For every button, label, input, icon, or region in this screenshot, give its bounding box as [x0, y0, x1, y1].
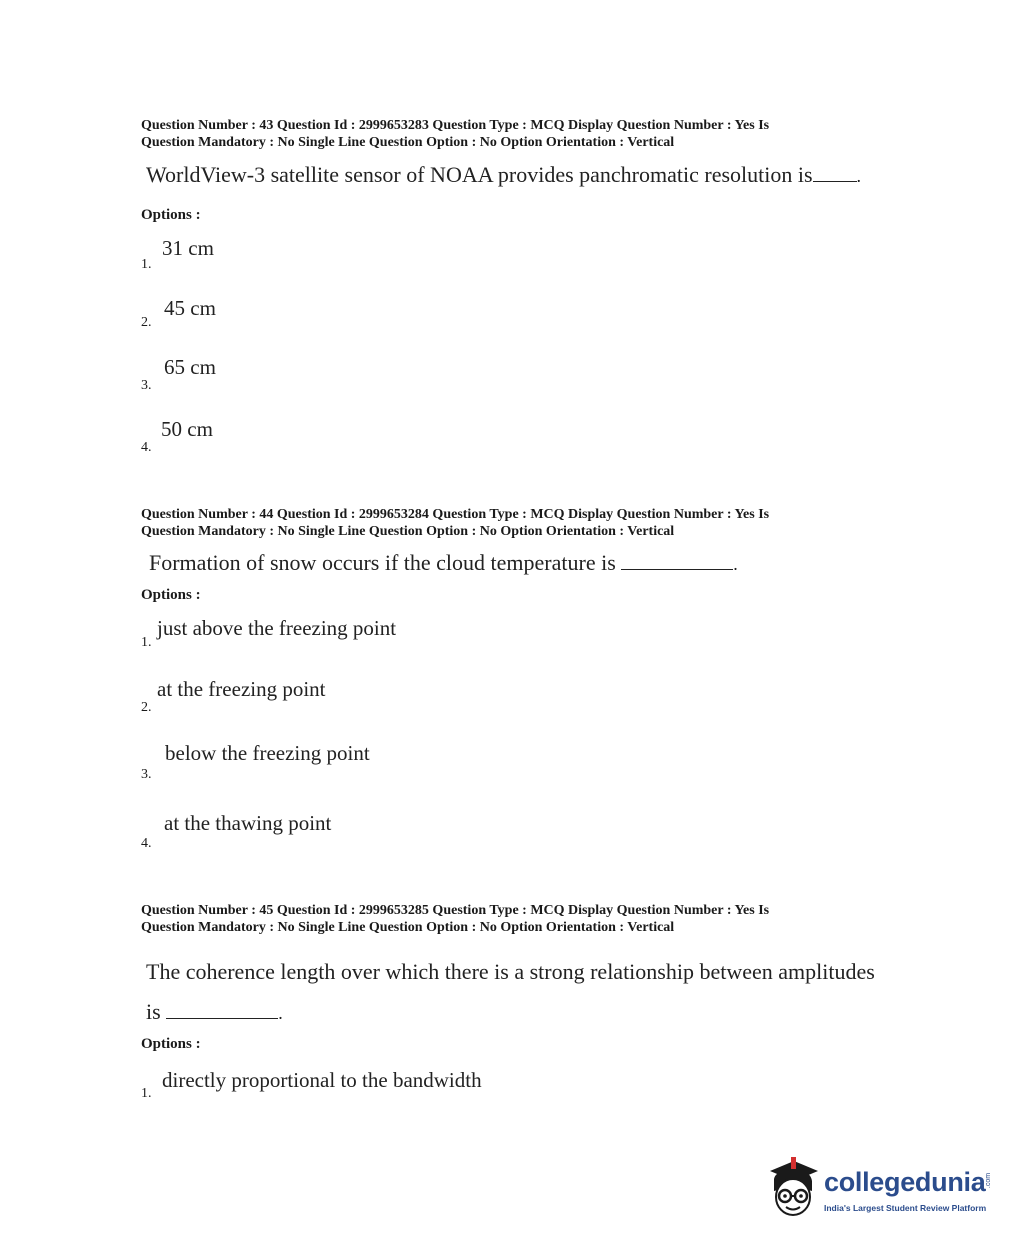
q44-stem [149, 550, 738, 577]
q44-option-1[interactable]: just above the freezing point [157, 616, 397, 640]
q43-option-4[interactable]: 50 cm [161, 417, 213, 441]
q44-option-3[interactable]: below the freezing point [165, 741, 370, 765]
q43-option-2-number: 2. [141, 315, 152, 330]
q43-option-2[interactable]: 45 cm [164, 296, 216, 320]
q43-options-label: Options : [141, 207, 201, 223]
q43-meta-line2: Question Mandatory : No Single Line Question Option : No Option Orientation : Vertical [141, 135, 675, 150]
collegedunia-logo[interactable] [764, 1155, 994, 1225]
q43-option-4-number: 4. [141, 440, 152, 455]
q44-option-2[interactable]: at the freezing point [157, 677, 326, 701]
q43-option-1[interactable]: 31 cm [162, 236, 214, 260]
q43-stem-text: WorldView-3 satellite sensor of NOAA provides panchromatic resolution is [146, 162, 813, 187]
logo-wordmark: collegedunia [824, 1167, 986, 1197]
q45-option-1-number: 1. [141, 1086, 152, 1101]
q43-stem-suffix: . [856, 166, 862, 186]
q45-options-label: Options : [141, 1036, 201, 1052]
q45-option-1[interactable]: directly proportional to the bandwidth [162, 1068, 482, 1092]
q45-meta-line2: Question Mandatory : No Single Line Question Option : No Option Orientation : Vertical [141, 920, 675, 935]
logo-domain-suffix: .com [985, 1172, 993, 1189]
q43-stem [146, 162, 861, 189]
q43-option-3[interactable]: 65 cm [164, 355, 216, 379]
logo-tagline: India's Largest Student Review Platform [824, 1203, 987, 1213]
q43-answer-blank [813, 165, 857, 182]
q44-option-2-number: 2. [141, 700, 152, 715]
q45-stem-line2 [146, 999, 283, 1026]
q44-options-label: Options : [141, 587, 201, 603]
q45-stem-suffix: . [278, 1003, 283, 1023]
q45-stem-line1: The coherence length over which there is a strong relationship between amplitudes [146, 959, 875, 984]
q44-meta-line2: Question Mandatory : No Single Line Question Option : No Option Orientation : Vertical [141, 524, 675, 539]
q45-answer-blank [166, 1002, 278, 1019]
q44-answer-blank [621, 553, 733, 570]
q44-option-3-number: 3. [141, 767, 152, 782]
q44-stem-text: Formation of snow occurs if the cloud temperature is [149, 550, 616, 575]
student-mascot-icon [764, 1155, 822, 1221]
q44-option-4[interactable]: at the thawing point [164, 811, 332, 835]
q44-option-4-number: 4. [141, 836, 152, 851]
q45-stem-text: is [146, 999, 161, 1024]
q45-meta-line1: Question Number : 45 Question Id : 2999653285 Question Type : MCQ Display Question Number : Yes Is [141, 903, 770, 918]
q44-stem-suffix: . [733, 554, 738, 574]
q43-meta-line1: Question Number : 43 Question Id : 2999653283 Question Type : MCQ Display Question Number : Yes Is [141, 118, 770, 133]
q43-option-1-number: 1. [141, 257, 152, 272]
q44-meta-line1: Question Number : 44 Question Id : 2999653284 Question Type : MCQ Display Question Number : Yes Is [141, 507, 770, 522]
q44-option-1-number: 1. [141, 635, 152, 650]
q43-option-3-number: 3. [141, 378, 152, 393]
